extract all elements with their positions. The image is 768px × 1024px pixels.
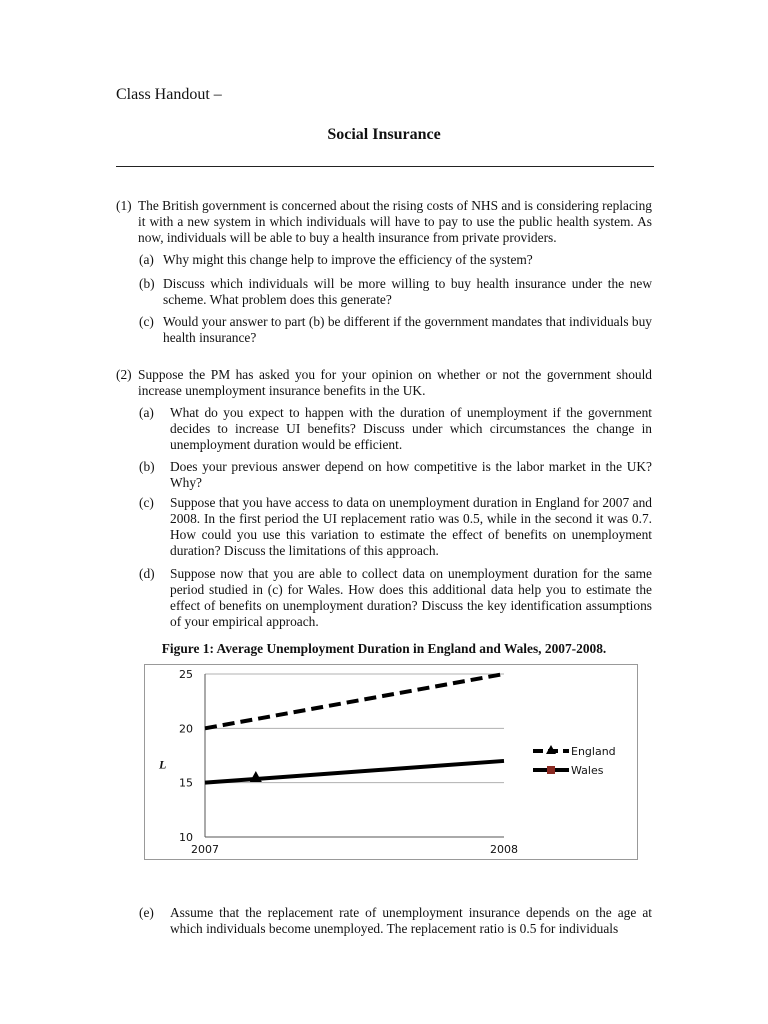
part-label: (a)	[139, 405, 154, 420]
series-line-wales	[205, 761, 504, 783]
legend-label-england: England	[571, 745, 616, 758]
question-2-part-a	[139, 405, 652, 453]
question-text: Suppose the PM has asked you for your opinion on whether or not the government should increase unemployment insurance benefits in the UK.	[138, 367, 652, 398]
title-divider	[116, 166, 654, 167]
question-2-part-c	[139, 495, 652, 559]
x-tick-label: 2007	[191, 843, 219, 856]
line-chart	[144, 664, 638, 860]
part-label: (d)	[139, 566, 155, 581]
part-text: Suppose that you have access to data on unemployment duration in England for 2007 and 2008. In the first period the UI replacement ratio was 0.5, while in the second it was 0.7. How could you use this variation to estimate the effect of benefits on unemployment duration? Discuss the limitations of this approach.	[170, 495, 652, 558]
y-tick-label: 20	[179, 722, 193, 736]
y-tick-label: 10	[179, 831, 193, 844]
part-text: What do you expect to happen with the duration of unemployment if the government decides to increase UI benefits? Discuss under which circumstances the change in unemployment duration would be efficient.	[170, 405, 652, 452]
legend-label-wales: Wales	[571, 764, 604, 777]
handout-label: Class Handout –	[116, 86, 222, 103]
chart-canvas	[145, 665, 637, 859]
question-number: (2)	[116, 367, 132, 382]
part-text: Would your answer to part (b) be different if the government mandates that individuals buy health insurance?	[163, 314, 652, 345]
y-tick-label: 25	[179, 668, 193, 681]
document-title: Social Insurance	[327, 126, 441, 143]
part-text: Why might this change help to improve the efficiency of the system?	[163, 252, 533, 267]
figure-caption: Figure 1: Average Unemployment Duration in England and Wales, 2007-2008.	[161, 641, 607, 656]
part-label: (b)	[139, 276, 155, 291]
part-label: (c)	[139, 314, 154, 329]
part-label: (a)	[139, 252, 154, 267]
part-label: (c)	[139, 495, 154, 510]
part-text: Does your previous answer depend on how competitive is the labor market in the UK? Why?	[170, 459, 652, 490]
part-label: (e)	[139, 905, 154, 920]
question-1-part-b	[139, 276, 652, 308]
question-1-part-c	[139, 314, 652, 346]
data-point-marker	[250, 771, 262, 782]
question-text: The British government is concerned about the rising costs of NHS and is considering replacing it with a new system in which individuals will have to pay to use the public health system. As now, individuals will be able to buy a health insurance from private providers.	[138, 198, 652, 245]
question-number: (1)	[116, 198, 132, 213]
question-2-part-d	[139, 566, 652, 630]
part-text: Discuss which individuals will be more willing to buy health insurance under the new scheme. What problem does this generate?	[163, 276, 652, 307]
part-text: Suppose now that you are able to collect data on unemployment duration for the same period studied in (c) for Wales. How does this additional data help you to estimate the effect of benefits on unemployment duration? Discuss the key identification assumptions of your empirical approach.	[170, 566, 652, 629]
part-text: Assume that the replacement rate of unemployment insurance depends on the age at which individuals become unemployed. The replacement ratio is 0.5 for individuals	[170, 905, 652, 936]
question-1	[116, 198, 652, 246]
y-tick-label: 15	[179, 776, 193, 790]
series-line-england	[205, 674, 504, 728]
legend-marker-wales	[547, 766, 555, 774]
question-2-part-e	[139, 905, 652, 937]
part-label: (b)	[139, 459, 155, 474]
question-2-part-b	[139, 459, 652, 491]
x-tick-label: 2008	[490, 843, 518, 856]
y-axis-label: L	[159, 757, 167, 772]
question-2	[116, 367, 652, 399]
question-1-part-a	[139, 252, 652, 268]
